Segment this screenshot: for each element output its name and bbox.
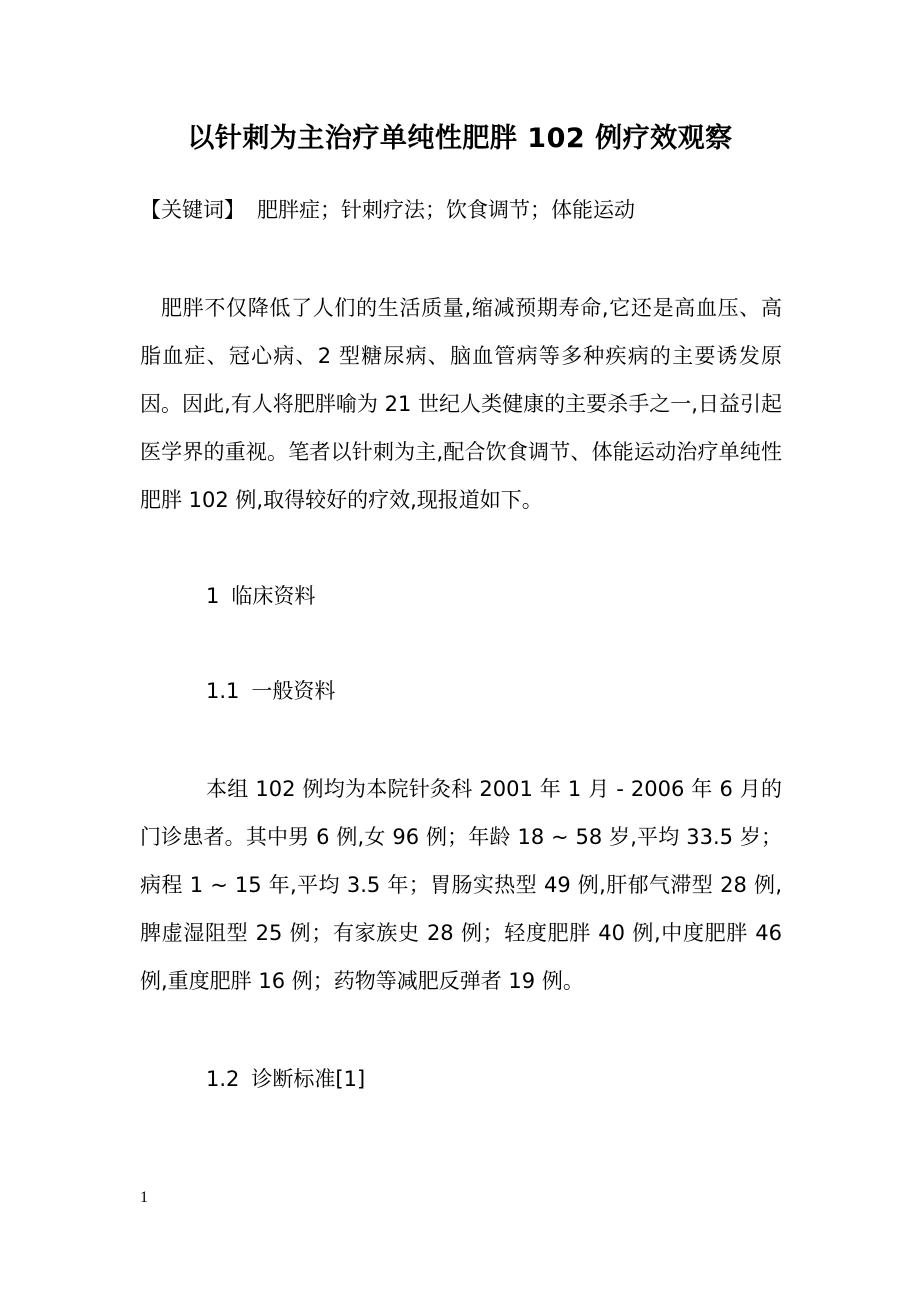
section-title: 诊断标准[1] (251, 1067, 366, 1091)
section-heading-1 (206, 578, 315, 614)
keywords-label: 【关键词】 (140, 198, 245, 222)
keywords-line (140, 192, 800, 228)
general-data-paragraph: 本组 102 例均为本院针灸科 2001 年 1 月 - 2006 年 6 月的门诊患者。其中男 6 例,女 96 例；年龄 18 ~ 58 岁,平均 33.5 岁；病程 1 ~ 15 年,平均 3.5 年；胃肠实热型 49 例,肝郁气滞型 28 例,脾虚湿阻型 25 例；有家族史 28 例；轻度肥胖 40 例,中度肥胖 46 例,重度肥胖 16 例；药物等减肥反弹者 19 例。 (140, 777, 782, 993)
section-heading-1-2 (206, 1061, 365, 1097)
section-number: 1.2 (206, 1067, 240, 1091)
section-number: 1 (206, 584, 220, 608)
keywords-value: 肥胖症；针刺疗法；饮食调节；体能运动 (257, 198, 635, 222)
section-title: 一般资料 (251, 679, 336, 703)
section-title: 临床资料 (231, 584, 316, 608)
section-heading-1-1 (206, 673, 335, 709)
section-number: 1.1 (206, 679, 240, 703)
page-number: 1 (140, 1189, 148, 1206)
document-title: 以针刺为主治疗单纯性肥胖 102 例疗效观察 (187, 123, 733, 154)
intro-paragraph: 肥胖不仅降低了人们的生活质量,缩减预期寿命,它还是高血压、高脂血症、冠心病、2 型糖尿病、脑血管病等多种疾病的主要诱发原因。因此,有人将肥胖喻为 21 世纪人类健康的主要杀手之一,日益引起医学界的重视。笔者以针刺为主,配合饮食调节、体能运动治疗单纯性肥胖 102 例,取得较好的疗效,现报道如下。 (140, 296, 782, 512)
